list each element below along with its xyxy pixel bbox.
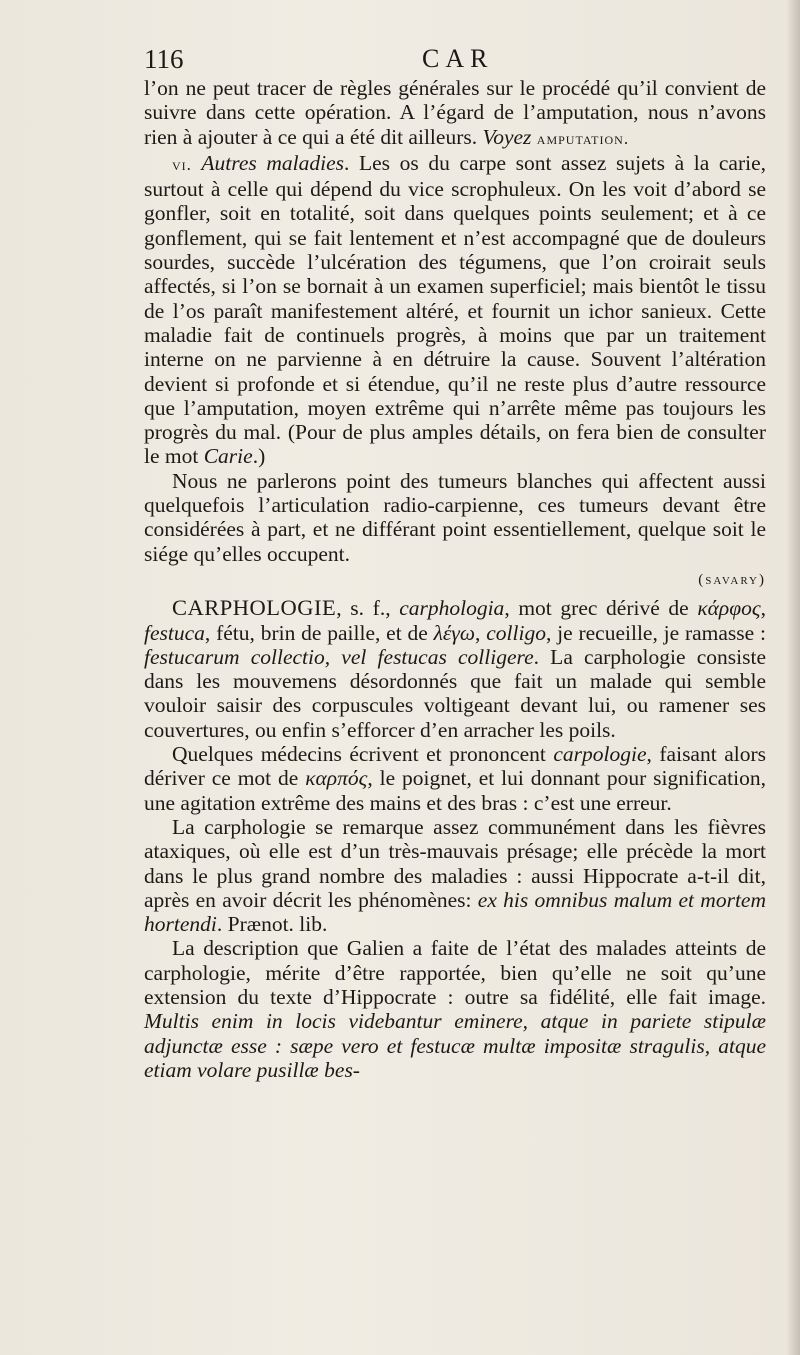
text-run: l’on ne peut tracer de règles générales sur le procédé qu’il convient de suivre dans cette opération. A l’égard de l’amputation, nous n’avons rien à ajouter à ce qui a été dit ailleurs. bbox=[144, 76, 766, 149]
italic-text: festucarum collectio, vel festucas colligere bbox=[144, 644, 534, 669]
italic-text: carpologie bbox=[553, 742, 647, 767]
page-edge-shadow bbox=[786, 0, 800, 1355]
entry-paragraph bbox=[144, 936, 766, 1082]
text-run: . La carphologie consiste dans les mouvemens désordonnés que fait un malade qui semble vouloir saisir des corpuscules voltigeant devant lui, ou ramener ses couvertures, ou enfin s’efforcer d’en arracher les poils. bbox=[144, 644, 766, 742]
text-run: La carphologie se remarque assez communément dans les fièvres ataxiques, où elle est d’un très-mauvais présage; elle précède la mort dans le plus grand nombre des maladies : aussi Hippocrate a-t-il dit, après en avoir décrit les phénomènes: bbox=[144, 814, 766, 912]
entry-headword: CARPHOLOGIE bbox=[172, 595, 337, 621]
italic-text: Voyez bbox=[482, 124, 532, 149]
text-run: .) bbox=[252, 444, 266, 469]
text-run: , le poignet, et lui donnant pour signification, une agitation extrême des mains et des bras : c’est une erreur. bbox=[144, 766, 766, 815]
italic-text: festuca bbox=[144, 620, 205, 645]
italic-text: Carie bbox=[203, 444, 253, 469]
entry-paragraph bbox=[144, 596, 766, 742]
text-run: Nous ne parlerons point des tumeurs blanches qui affectent aussi quelquefois l’articulation radio-carpienne, ces tumeurs devant être considérées à part, et ne différant point essentiellement, quelque soit le siége qu’elles occupent. bbox=[144, 468, 766, 566]
entry-paragraph bbox=[144, 742, 766, 815]
italic-text: colligo bbox=[486, 620, 546, 645]
italic-text: λέγω bbox=[433, 620, 476, 645]
running-head: CAR bbox=[422, 44, 494, 73]
text-run: , fétu, brin de paille, et de bbox=[204, 620, 434, 645]
text-run: , mot grec dérivé de bbox=[504, 596, 698, 621]
paragraph bbox=[144, 76, 766, 151]
italic-text: Autres maladies bbox=[201, 150, 344, 175]
text-run: , faisant alors dériver ce mot de bbox=[144, 742, 766, 791]
italic-text: carphologia bbox=[399, 596, 505, 621]
text-run: Quelques médecins écrivent et prononcent bbox=[172, 742, 554, 767]
paragraph bbox=[144, 151, 766, 469]
body-text bbox=[144, 76, 766, 1082]
paragraph bbox=[144, 469, 766, 566]
page-number: 116 bbox=[144, 44, 184, 74]
italic-text: κάρφος bbox=[697, 596, 761, 621]
text-run: , bbox=[475, 620, 487, 645]
text-run: , bbox=[760, 596, 766, 621]
italic-text: Multis enim in locis videbantur eminere, atque in pariete stipulæ adjunctæ esse : sæpe vero et festucæ multæ impositæ stragulis, atque etiam volare pusillæ bes- bbox=[144, 1009, 766, 1082]
text-run: La description que Galien a faite de l’état des malades atteints de carphologie, mérite d’être rapportée, bien qu’elle ne soit qu’une extension du texte d’Hippocrate : outre sa fidélité, elle fait image. bbox=[144, 936, 766, 1009]
text-run: . Prænot. lib. bbox=[216, 912, 328, 937]
text-run: , je recueille, je ramasse : bbox=[545, 620, 766, 645]
author-signature: (savary) bbox=[698, 571, 766, 588]
page-header bbox=[144, 44, 764, 80]
entry-paragraph bbox=[144, 815, 766, 936]
text-run: , s. f., bbox=[336, 596, 400, 621]
small-caps-text: amputation. bbox=[536, 128, 630, 148]
italic-text: καρπός bbox=[305, 766, 368, 791]
italic-text: ex his omnibus malum et mortem hortendi bbox=[144, 887, 766, 937]
small-caps-text: vi. bbox=[172, 154, 202, 174]
text-run: . Les os du carpe sont assez sujets à la carie, surtout à celle qui dépend du vice scrophuleux. On les voit d’abord se gonfler, soit en totalité, soit dans quelques points seulement; et à ce gonflement, qui se fait lentement et n’est accompagné que de douleurs sourdes, succède l’ulcération des tégumens, que l’on croirait seuls affectés, si l’on se bornait à un examen superficiel; mais bientôt le tissu de l’os paraît manifestement altéré, et fournit un ichor sanieux. Cette maladie fait de continuels progrès, à moins que par un traitement interne on ne parvienne à en détruire la cause. Souvent l’altération devient si profonde et si étendue, qu’il ne reste plus d’autre ressource que l’amputation, moyen extrême qui n’arrête même pas toujours les progrès du mal. (Pour de plus amples détails, on fera bien de consulter le mot bbox=[144, 150, 766, 469]
